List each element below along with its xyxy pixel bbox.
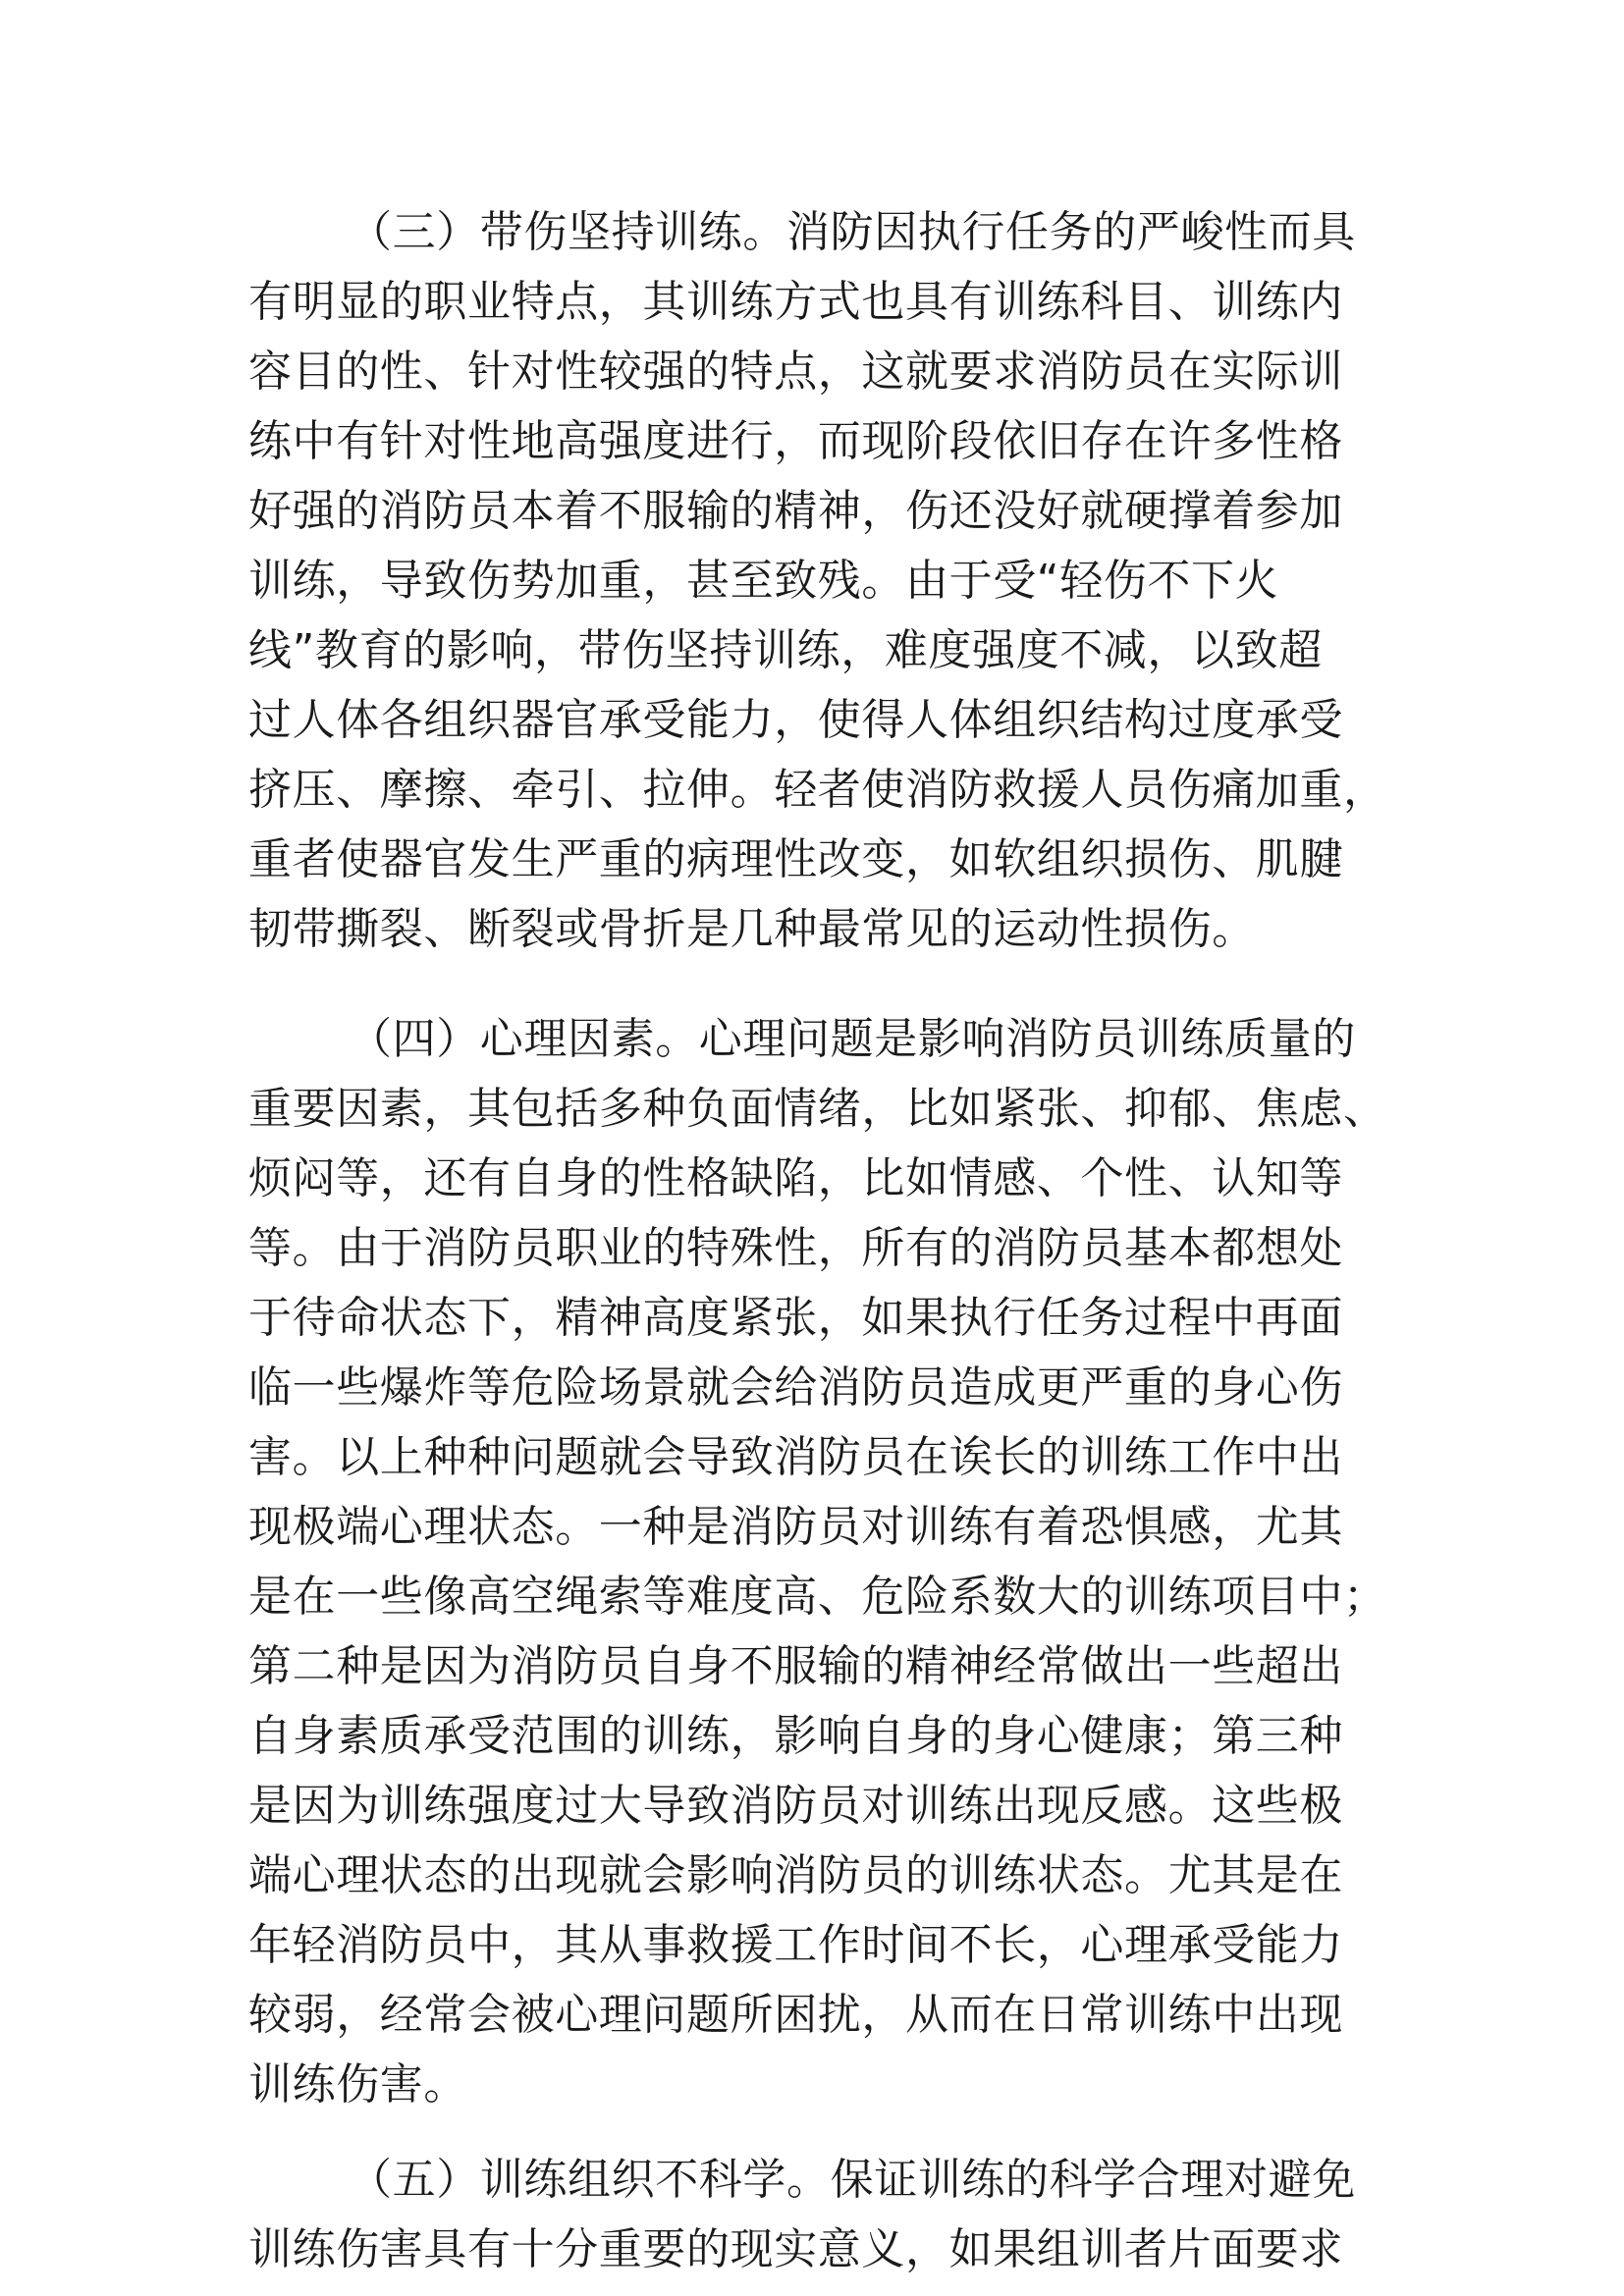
paragraph-line: 较弱，经常会被心理问题所困扰，从而在日常训练中出现 [248, 1990, 1343, 2040]
paragraph-line: 临一些爆炸等危险场景就会给消防员造成更严重的身心伤 [248, 1362, 1343, 1413]
paragraph-line: 练中有针对性地高强度进行，而现阶段依旧存在许多性格 [248, 416, 1343, 466]
paragraph-line: （五）训练组织不科学。保证训练的科学合理对避免 [349, 2155, 1356, 2205]
paragraph-line: 端心理状态的出现就会影响消防员的训练状态。尤其是在 [248, 1850, 1343, 1900]
paragraph-line: 挤压、摩擦、牵引、拉伸。轻者使消防救援人员伤痛加重， [248, 765, 1387, 815]
paragraph-line: 训练，导致伤势加重，甚至致残。由于受“轻伤不下火 [248, 556, 1279, 606]
paragraph-line: 容目的性、针对性较强的特点，这就要求消防员在实际训 [248, 347, 1343, 397]
paragraph-line: 于待命状态下，精神高度紧张，如果执行任务过程中再面 [248, 1293, 1343, 1343]
paragraph-line: 害。以上种种问题就会导致消防员在诶长的训练工作中出 [248, 1432, 1343, 1482]
paragraph-line: 是在一些像高空绳索等难度高、危险系数大的训练项目中； [248, 1572, 1387, 1622]
paragraph-line: 现极端心理状态。一种是消防员对训练有着恐惧感，尤其 [248, 1502, 1343, 1552]
paragraph-line: （三）带伤坚持训练。消防因执行任务的严峻性而具 [349, 207, 1356, 257]
paragraph-line: 过人体各组织器官承受能力，使得人体组织结构过度承受 [248, 695, 1343, 745]
paragraph-line: （四）心理因素。心理问题是影响消防员训练质量的 [349, 1014, 1356, 1064]
paragraph-line: 重者使器官发生严重的病理性改变，如软组织损伤、肌腱 [248, 834, 1343, 884]
paragraph-line: 训练伤害。 [248, 2059, 467, 2109]
paragraph-line: 有明显的职业特点，其训练方式也具有训练科目、训练内 [248, 277, 1343, 327]
paragraph-line: 自身素质承受范围的训练，影响自身的身心健康；第三种 [248, 1711, 1343, 1761]
paragraph-line: 是因为训练强度过大导致消防员对训练出现反感。这些极 [248, 1781, 1343, 1831]
paragraph-line: 韧带撕裂、断裂或骨折是几种最常见的运动性损伤。 [248, 904, 1256, 954]
paragraph-line: 年轻消防员中，其从事救援工作时间不长，心理承受能力 [248, 1920, 1343, 1970]
paragraph-line: 等。由于消防员职业的特殊性，所有的消防员基本都想处 [248, 1223, 1343, 1273]
paragraph-line: 第二种是因为消防员自身不服输的精神经常做出一些超出 [248, 1641, 1343, 1691]
paragraph-line: 好强的消防员本着不服输的精神，伤还没好就硬撑着参加 [248, 486, 1343, 536]
paragraph-line: 线”教育的影响，带伤坚持训练，难度强度不减，以致超 [248, 625, 1323, 675]
paragraph-line: 训练伤害具有十分重要的现实意义，如果组训者片面要求 [248, 2224, 1343, 2274]
paragraph-line: 烦闷等，还有自身的性格缺陷，比如情感、个性、认知等 [248, 1153, 1343, 1203]
paragraph-line: 重要因素，其包括多种负面情绪，比如紧张、抑郁、焦虑、 [248, 1084, 1387, 1134]
